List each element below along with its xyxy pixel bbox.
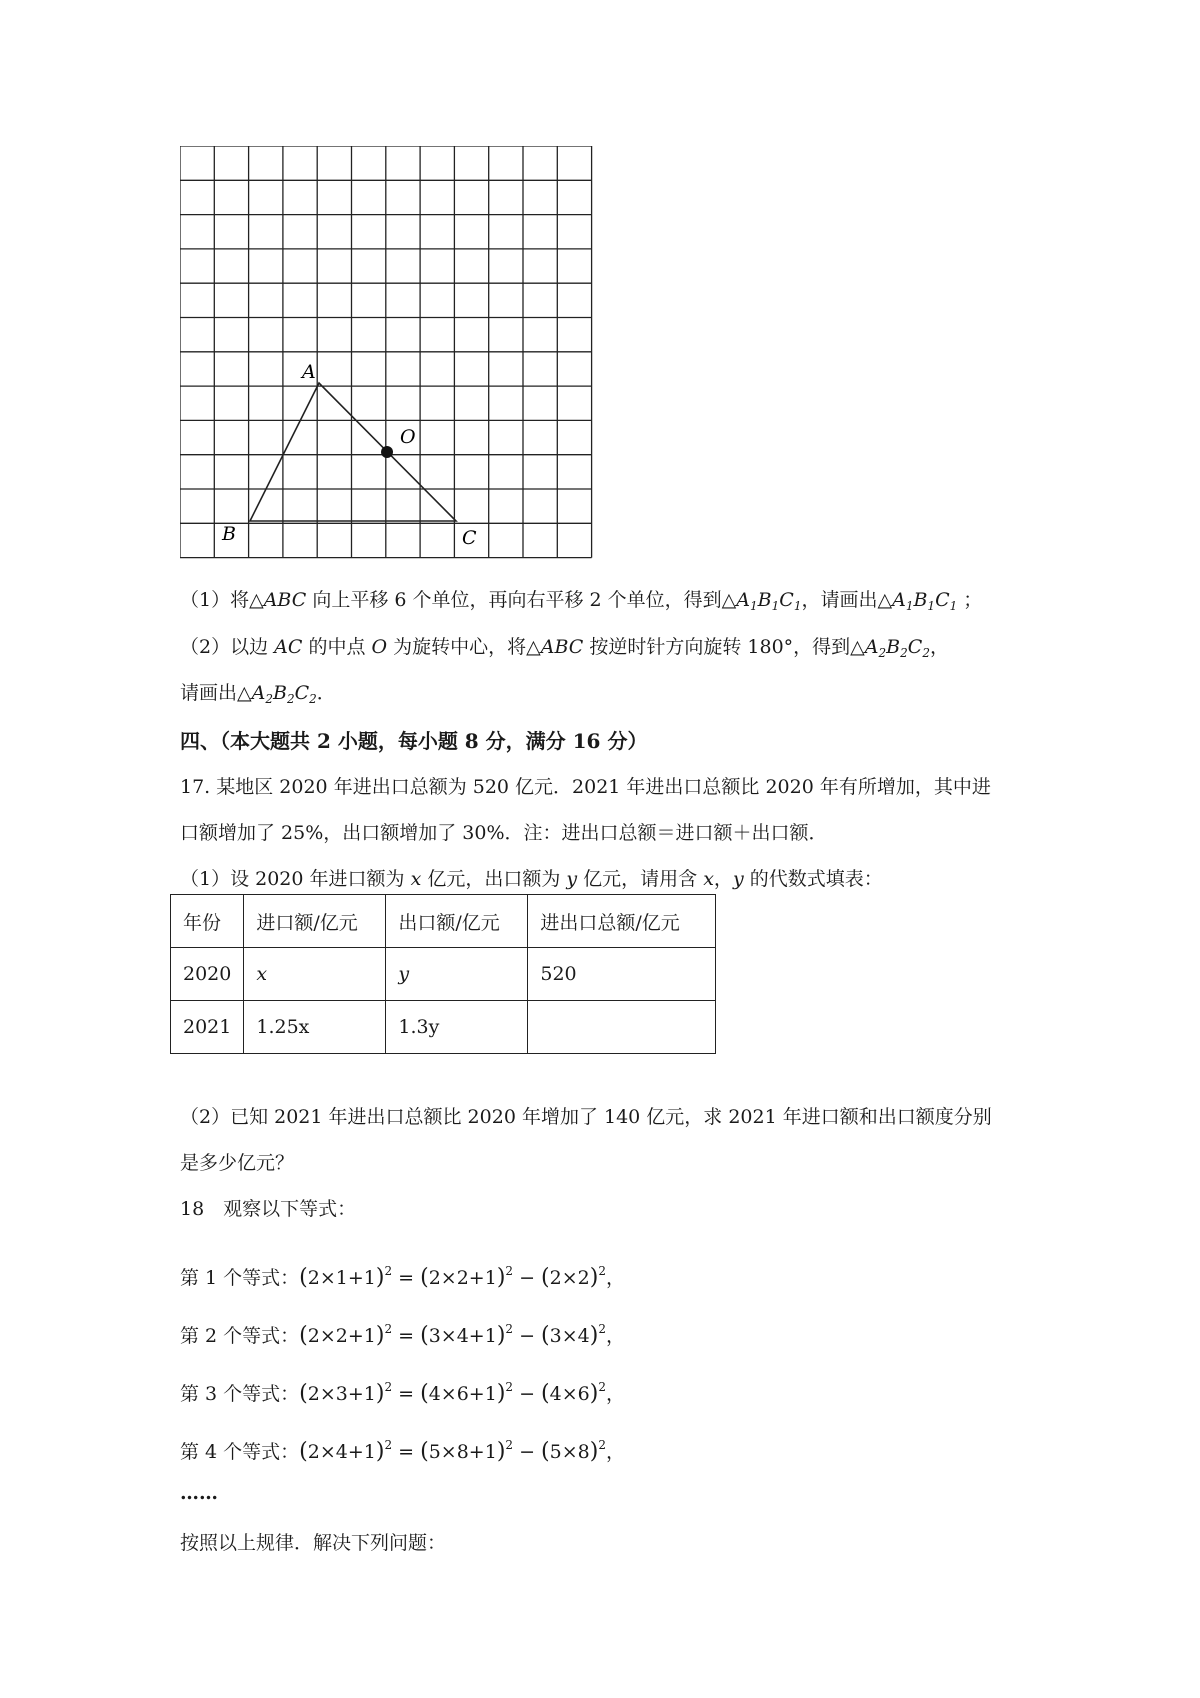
text: ， bbox=[929, 636, 949, 658]
triangle-a2b2c2: $A_2B_2C_2$ bbox=[864, 636, 930, 660]
table-header: 进口额/亿元 bbox=[244, 895, 386, 948]
text: （2）以边 bbox=[180, 636, 275, 658]
text: ． bbox=[316, 682, 336, 704]
problem16-part2-line2 bbox=[180, 678, 336, 714]
point-o bbox=[381, 446, 393, 458]
equation-label: 第 1 个等式： bbox=[180, 1267, 300, 1289]
import-export-table bbox=[170, 894, 716, 1054]
equation-term: 5×8 bbox=[549, 1441, 590, 1463]
equation-line bbox=[180, 1314, 625, 1351]
paren: ) bbox=[589, 1439, 599, 1464]
paren: ) bbox=[496, 1323, 506, 1348]
equation-line bbox=[180, 1256, 625, 1293]
equation-end: ， bbox=[605, 1267, 625, 1289]
problem16-part1 bbox=[180, 585, 982, 621]
var-y: y bbox=[566, 868, 578, 890]
minus-sign: − bbox=[513, 1441, 542, 1463]
equation-end: ， bbox=[605, 1383, 625, 1405]
equals-sign: = bbox=[392, 1267, 421, 1289]
text: 亿元，请用含 bbox=[577, 868, 704, 890]
var-x: x bbox=[410, 868, 422, 890]
problem17-q2-line1: （2）已知 2021 年进出口总额比 2020 年增加了 140 亿元，求 2021 年进口额和出口额度分别 bbox=[180, 1106, 992, 1128]
grid-figure bbox=[180, 146, 600, 566]
exponent: 2 bbox=[384, 1322, 393, 1336]
paren: ) bbox=[375, 1323, 385, 1348]
equation-lhs: 2×4+1 bbox=[307, 1441, 376, 1463]
problem18-intro: 18 观察以下等式： bbox=[180, 1198, 357, 1220]
equation-term: 5×8+1 bbox=[428, 1441, 497, 1463]
paren: ) bbox=[496, 1439, 506, 1464]
equation-term: 2×2+1 bbox=[428, 1267, 497, 1289]
ellipsis: …… bbox=[180, 1482, 218, 1504]
point-name: O bbox=[371, 636, 388, 658]
exponent: 2 bbox=[384, 1380, 393, 1394]
text: （1）设 2020 年进口额为 bbox=[180, 868, 411, 890]
equation-term: 4×6+1 bbox=[428, 1383, 497, 1405]
equation-label: 第 2 个等式： bbox=[180, 1325, 300, 1347]
paren: ( bbox=[420, 1323, 429, 1348]
table-cell: x bbox=[244, 948, 386, 1001]
equation-label: 第 4 个等式： bbox=[180, 1441, 300, 1463]
equation-lhs: 2×1+1 bbox=[307, 1267, 376, 1289]
equation-line bbox=[180, 1430, 625, 1467]
equals-sign: = bbox=[392, 1325, 421, 1347]
paren: ) bbox=[496, 1265, 506, 1290]
exponent: 2 bbox=[598, 1438, 606, 1452]
triangle-a2b2c2: $A_2B_2C_2$ bbox=[251, 682, 317, 706]
triangle-abc bbox=[250, 383, 456, 521]
paren: ( bbox=[299, 1381, 308, 1406]
problem17-q1 bbox=[180, 864, 883, 894]
paren: ( bbox=[541, 1265, 550, 1290]
equation-lhs: 2×2+1 bbox=[307, 1325, 376, 1347]
exponent: 2 bbox=[384, 1264, 393, 1278]
exponent: 2 bbox=[598, 1264, 606, 1278]
table-cell: 2021 bbox=[171, 1001, 244, 1054]
equation-end: ， bbox=[605, 1325, 625, 1347]
table-cell: 520 bbox=[528, 948, 716, 1001]
paren: ) bbox=[375, 1381, 385, 1406]
equals-sign: = bbox=[392, 1383, 421, 1405]
paren: ( bbox=[299, 1265, 308, 1290]
minus-sign: − bbox=[513, 1325, 542, 1347]
problem17-line2: 口额增加了 25%，出口额增加了 30%．注：进出口总额＝进口额＋出口额． bbox=[180, 822, 828, 844]
label-c: C bbox=[462, 527, 477, 549]
segment-name: AC bbox=[274, 636, 303, 658]
text: （1）将△ bbox=[180, 589, 264, 611]
triangle-name: ABC bbox=[263, 589, 307, 611]
paren: ( bbox=[541, 1323, 550, 1348]
label-a: A bbox=[302, 361, 316, 383]
equation-line bbox=[180, 1372, 625, 1409]
paren: ( bbox=[420, 1439, 429, 1464]
paren: ( bbox=[541, 1439, 550, 1464]
triangle-a1b1c1: $A_1B_1C_1$ bbox=[736, 589, 802, 613]
paren: ( bbox=[299, 1323, 308, 1348]
paren: ) bbox=[589, 1265, 599, 1290]
label-b: B bbox=[222, 523, 236, 545]
triangle-a1b1c1: $A_1B_1C_1$ bbox=[892, 589, 958, 613]
exponent: 2 bbox=[505, 1438, 514, 1452]
paren: ) bbox=[375, 1265, 385, 1290]
text: 的代数式填表： bbox=[743, 868, 883, 890]
text: ； bbox=[957, 589, 983, 611]
equation-lhs: 2×3+1 bbox=[307, 1383, 376, 1405]
problem16-part2 bbox=[180, 632, 949, 668]
table-row bbox=[171, 948, 716, 1001]
paren: ( bbox=[420, 1381, 429, 1406]
exponent: 2 bbox=[505, 1322, 514, 1336]
paren: ) bbox=[589, 1323, 599, 1348]
table-header-row bbox=[171, 895, 716, 948]
table-cell: 1.25x bbox=[244, 1001, 386, 1054]
table-row bbox=[171, 1001, 716, 1054]
exponent: 2 bbox=[598, 1322, 606, 1336]
paren: ( bbox=[299, 1439, 308, 1464]
text: 亿元，出口额为 bbox=[421, 868, 567, 890]
problem17-q2-line2: 是多少亿元？ bbox=[180, 1152, 295, 1174]
exponent: 2 bbox=[505, 1264, 514, 1278]
text: ， bbox=[713, 868, 733, 890]
equals-sign: = bbox=[392, 1441, 421, 1463]
table-cell: y bbox=[386, 948, 528, 1001]
text: ，请画出△ bbox=[801, 589, 893, 611]
text: 向上平移 6 个单位，再向右平移 2 个单位，得到△ bbox=[306, 589, 737, 611]
equation-end: ， bbox=[605, 1441, 625, 1463]
problem17-line1: 17. 某地区 2020 年进出口总额为 520 亿元．2021 年进出口总额比 2020 年有所增加，其中进 bbox=[180, 776, 991, 798]
paren: ( bbox=[420, 1265, 429, 1290]
var-x: x bbox=[703, 868, 714, 890]
equation-label: 第 3 个等式： bbox=[180, 1383, 300, 1405]
exponent: 2 bbox=[598, 1380, 606, 1394]
exponent: 2 bbox=[505, 1380, 514, 1394]
problem18-closing: 按照以上规律．解决下列问题： bbox=[180, 1532, 447, 1554]
text: 的中点 bbox=[302, 636, 372, 658]
label-o: O bbox=[400, 426, 416, 448]
table-header: 年份 bbox=[171, 895, 244, 948]
equation-term: 3×4+1 bbox=[428, 1325, 497, 1347]
minus-sign: − bbox=[513, 1267, 542, 1289]
paren: ( bbox=[541, 1381, 550, 1406]
paren: ) bbox=[589, 1381, 599, 1406]
text: 按逆时针方向旋转 180°，得到△ bbox=[583, 636, 865, 658]
minus-sign: − bbox=[513, 1383, 542, 1405]
table-header: 进出口总额/亿元 bbox=[528, 895, 716, 948]
paren: ) bbox=[496, 1381, 506, 1406]
section-heading: 四、（本大题共 2 小题，每小题 8 分，满分 16 分） bbox=[180, 729, 648, 753]
table-cell: 2020 bbox=[171, 948, 244, 1001]
exponent: 2 bbox=[384, 1438, 393, 1452]
var-y: y bbox=[732, 868, 744, 890]
grid-lines bbox=[180, 146, 592, 558]
table-cell: 1.3y bbox=[386, 1001, 528, 1054]
triangle-name: ABC bbox=[540, 636, 584, 658]
text: 为旋转中心，将△ bbox=[387, 636, 541, 658]
equation-term: 3×4 bbox=[549, 1325, 590, 1347]
paren: ) bbox=[375, 1439, 385, 1464]
table-cell bbox=[528, 1001, 716, 1054]
equation-term: 2×2 bbox=[549, 1267, 590, 1289]
table-header: 出口额/亿元 bbox=[386, 895, 528, 948]
text: 请画出△ bbox=[180, 682, 252, 704]
equation-term: 4×6 bbox=[549, 1383, 590, 1405]
